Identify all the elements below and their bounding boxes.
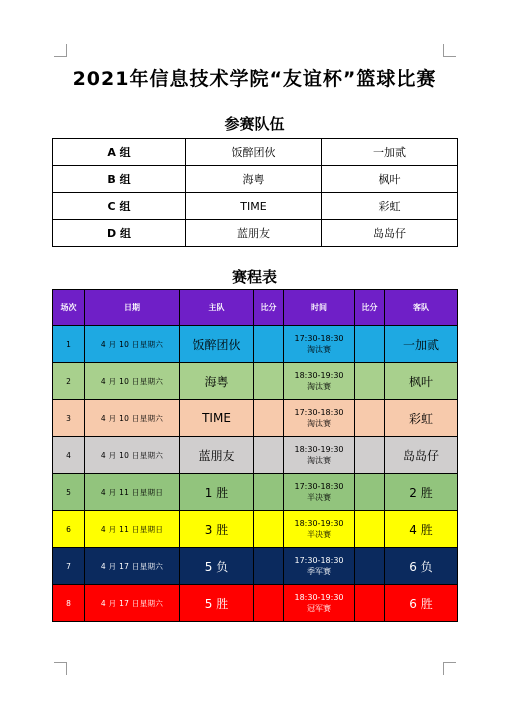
match-time: 17:30-18:30	[294, 334, 344, 343]
team-cell: 岛岛仔	[322, 220, 458, 247]
match-number-cell: 2	[53, 363, 85, 400]
team-cell: 蓝朋友	[186, 220, 322, 247]
team-cell: 枫叶	[322, 166, 458, 193]
match-date-cell: 4 月 11 日星期日	[85, 474, 180, 511]
away-score-cell	[355, 437, 385, 474]
home-team-cell: 饭醉团伙	[180, 326, 254, 363]
away-team-cell: 一加贰	[385, 326, 458, 363]
teams-section-title: 参赛队伍	[224, 115, 285, 133]
home-score-cell	[254, 400, 284, 437]
match-date-cell: 4 月 17 日星期六	[85, 548, 180, 585]
team-group-row	[53, 193, 458, 220]
match-time: 18:30-19:30	[294, 519, 344, 528]
home-score-cell	[254, 326, 284, 363]
match-date-cell: 4 月 10 日星期六	[85, 400, 180, 437]
match-stage: 季军赛	[307, 567, 331, 576]
away-team-cell: 6 胜	[385, 585, 458, 622]
home-score-cell	[254, 548, 284, 585]
match-stage: 淘汰赛	[307, 419, 331, 428]
schedule-row	[53, 363, 458, 400]
away-team-cell: 岛岛仔	[385, 437, 458, 474]
match-time: 18:30-19:30	[294, 371, 344, 380]
match-time-cell	[284, 474, 355, 511]
match-time-cell	[284, 363, 355, 400]
team-cell: 彩虹	[322, 193, 458, 220]
match-time: 17:30-18:30	[294, 556, 344, 565]
group-cell: B 组	[53, 166, 186, 193]
match-number-cell: 6	[53, 511, 85, 548]
schedule-row	[53, 548, 458, 585]
away-team-cell: 6 负	[385, 548, 458, 585]
away-score-cell	[355, 548, 385, 585]
corner-mark-top-right	[443, 44, 456, 57]
match-stage: 淘汰赛	[307, 456, 331, 465]
schedule-header-cell: 场次	[53, 290, 85, 326]
match-time-cell	[284, 585, 355, 622]
match-time: 17:30-18:30	[294, 482, 344, 491]
home-team-cell: 海粤	[180, 363, 254, 400]
corner-mark-top-left	[54, 44, 67, 57]
schedule-row	[53, 511, 458, 548]
schedule-header-cell: 比分	[355, 290, 385, 326]
team-group-row	[53, 220, 458, 247]
home-team-cell: 5 胜	[180, 585, 254, 622]
group-cell: D 组	[53, 220, 186, 247]
group-cell: C 组	[53, 193, 186, 220]
match-number-cell: 4	[53, 437, 85, 474]
team-cell: 一加贰	[322, 139, 458, 166]
schedule-section-title: 赛程表	[231, 268, 277, 286]
away-team-cell: 枫叶	[385, 363, 458, 400]
home-score-cell	[254, 363, 284, 400]
match-time-cell	[284, 326, 355, 363]
home-score-cell	[254, 585, 284, 622]
match-stage: 冠军赛	[307, 604, 331, 613]
schedule-row	[53, 437, 458, 474]
match-stage: 半决赛	[307, 493, 331, 502]
group-cell: A 组	[53, 139, 186, 166]
home-team-cell: 1 胜	[180, 474, 254, 511]
match-time: 18:30-19:30	[294, 593, 344, 602]
schedule-header-cell: 客队	[385, 290, 458, 326]
team-group-row	[53, 166, 458, 193]
match-date-cell: 4 月 10 日星期六	[85, 326, 180, 363]
away-score-cell	[355, 585, 385, 622]
away-score-cell	[355, 474, 385, 511]
home-team-cell: TIME	[180, 400, 254, 437]
home-score-cell	[254, 511, 284, 548]
match-number-cell: 8	[53, 585, 85, 622]
corner-mark-bottom-right	[443, 662, 456, 675]
schedule-header-cell: 比分	[254, 290, 284, 326]
home-score-cell	[254, 437, 284, 474]
team-cell: TIME	[186, 193, 322, 220]
away-team-cell: 4 胜	[385, 511, 458, 548]
schedule-table	[52, 289, 458, 622]
away-team-cell: 彩虹	[385, 400, 458, 437]
schedule-header-cell: 日期	[85, 290, 180, 326]
match-time: 17:30-18:30	[294, 408, 344, 417]
match-date-cell: 4 月 10 日星期六	[85, 363, 180, 400]
schedule-header-row	[53, 290, 458, 326]
match-time: 18:30-19:30	[294, 445, 344, 454]
match-date-cell: 4 月 17 日星期六	[85, 585, 180, 622]
team-cell: 海粤	[186, 166, 322, 193]
teams-table	[52, 138, 458, 247]
team-group-row	[53, 139, 458, 166]
schedule-row	[53, 585, 458, 622]
document-title: 2021年信息技术学院“友谊杯”篮球比赛	[72, 68, 437, 90]
match-stage: 半决赛	[307, 530, 331, 539]
away-score-cell	[355, 511, 385, 548]
schedule-header-cell: 时间	[284, 290, 355, 326]
match-time-cell	[284, 511, 355, 548]
match-stage: 淘汰赛	[307, 345, 331, 354]
match-number-cell: 5	[53, 474, 85, 511]
match-date-cell: 4 月 10 日星期六	[85, 437, 180, 474]
away-team-cell: 2 胜	[385, 474, 458, 511]
schedule-row	[53, 400, 458, 437]
match-stage: 淘汰赛	[307, 382, 331, 391]
home-team-cell: 3 胜	[180, 511, 254, 548]
match-date-cell: 4 月 11 日星期日	[85, 511, 180, 548]
match-time-cell	[284, 437, 355, 474]
schedule-row	[53, 474, 458, 511]
home-team-cell: 5 负	[180, 548, 254, 585]
match-time-cell	[284, 548, 355, 585]
team-cell: 饭醉团伙	[186, 139, 322, 166]
corner-mark-bottom-left	[54, 662, 67, 675]
match-number-cell: 7	[53, 548, 85, 585]
away-score-cell	[355, 400, 385, 437]
schedule-header-cell: 主队	[180, 290, 254, 326]
schedule-row	[53, 326, 458, 363]
home-score-cell	[254, 474, 284, 511]
home-team-cell: 蓝朋友	[180, 437, 254, 474]
match-time-cell	[284, 400, 355, 437]
match-number-cell: 1	[53, 326, 85, 363]
away-score-cell	[355, 326, 385, 363]
match-number-cell: 3	[53, 400, 85, 437]
away-score-cell	[355, 363, 385, 400]
